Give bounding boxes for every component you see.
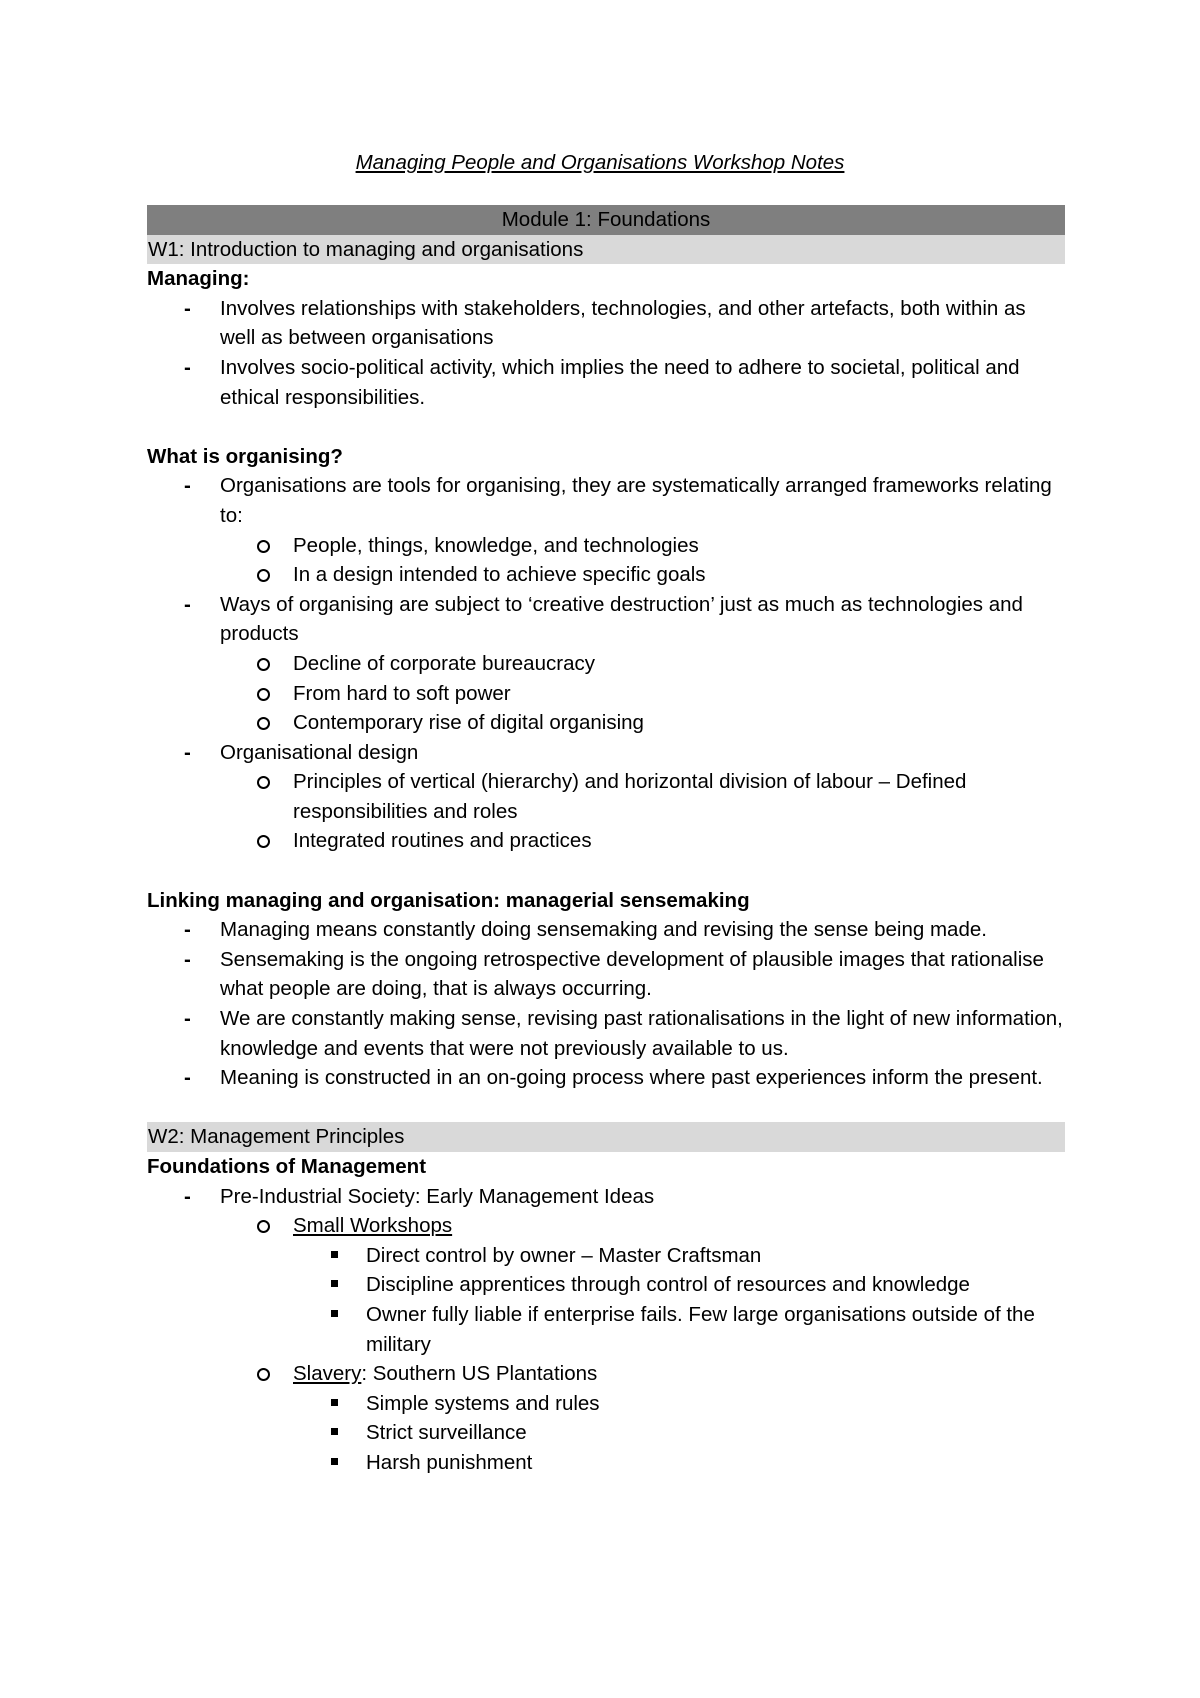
circle-bullet-icon bbox=[257, 717, 270, 730]
week1-header: W1: Introduction to managing and organisations bbox=[147, 235, 1065, 265]
list-item-text: Simple systems and rules bbox=[366, 1391, 600, 1415]
square-bullet-icon bbox=[331, 1399, 338, 1406]
sub-sub-list-item bbox=[147, 1418, 1065, 1448]
list-item bbox=[147, 1063, 1065, 1093]
list-item bbox=[147, 294, 1065, 353]
circle-bullet-icon bbox=[257, 776, 270, 789]
list-item-text: Ways of organising are subject to ‘creative destruction’ just as much as technologies and products bbox=[220, 592, 1023, 646]
list-item-text: People, things, knowledge, and technologies bbox=[293, 533, 699, 557]
sub-list-item bbox=[147, 560, 1065, 590]
list-item bbox=[147, 1182, 1065, 1212]
square-bullet-icon bbox=[331, 1251, 338, 1258]
dash-bullet: - bbox=[184, 592, 191, 616]
sub-list-item bbox=[147, 649, 1065, 679]
sub-sub-list-item bbox=[147, 1448, 1065, 1478]
managing-heading: Managing: bbox=[147, 267, 250, 291]
sensemaking-heading: Linking managing and organisation: managerial sensemaking bbox=[147, 888, 750, 912]
sub-list-item bbox=[147, 708, 1065, 738]
square-bullet-icon bbox=[331, 1428, 338, 1435]
list-item-text: Discipline apprentices through control of resources and knowledge bbox=[366, 1273, 970, 1297]
circle-bullet-icon bbox=[257, 540, 270, 553]
dash-bullet: - bbox=[184, 296, 191, 320]
list-item-text: Principles of vertical (hierarchy) and horizontal division of labour – Defined responsibilities and roles bbox=[293, 770, 967, 823]
dash-bullet: - bbox=[184, 1066, 191, 1090]
list-item-text: Integrated routines and practices bbox=[293, 829, 592, 853]
list-item bbox=[147, 471, 1065, 530]
list-item-text: Involves relationships with stakeholders, technologies, and other artefacts, both within as well as between organisations bbox=[220, 296, 1026, 350]
list-item-text: Direct control by owner – Master Craftsman bbox=[366, 1243, 762, 1267]
list-item-text: Harsh punishment bbox=[366, 1450, 533, 1474]
square-bullet-icon bbox=[331, 1458, 338, 1465]
list-item bbox=[147, 1004, 1065, 1063]
list-item-text: Meaning is constructed in an on-going process where past experiences inform the present. bbox=[220, 1066, 1043, 1090]
circle-bullet-icon bbox=[257, 569, 270, 582]
list-item-text: Decline of corporate bureaucracy bbox=[293, 651, 595, 675]
list-item-text: We are constantly making sense, revising past rationalisations in the light of new information, knowledge and events that were not previously available to us. bbox=[220, 1007, 1063, 1060]
list-item bbox=[147, 738, 1065, 768]
sub-sub-list-item bbox=[147, 1300, 1065, 1359]
spacer bbox=[147, 412, 1065, 442]
sub-list-item bbox=[147, 1359, 1065, 1389]
list-item bbox=[147, 945, 1065, 1004]
dash-bullet: - bbox=[184, 918, 191, 942]
circle-bullet-icon bbox=[257, 688, 270, 701]
list-item-text: Pre-Industrial Society: Early Management Ideas bbox=[220, 1184, 655, 1208]
circle-bullet-icon bbox=[257, 1368, 270, 1381]
circle-bullet-icon bbox=[257, 1220, 270, 1233]
slavery-description: : Southern US Plantations bbox=[361, 1362, 598, 1386]
sub-list-item bbox=[147, 679, 1065, 709]
dash-bullet: - bbox=[184, 355, 191, 379]
dash-bullet: - bbox=[184, 474, 191, 498]
dash-bullet: - bbox=[184, 947, 191, 971]
list-item-text: Organisational design bbox=[220, 740, 419, 764]
list-item-text: Involves socio-political activity, which implies the need to adhere to societal, political and ethical responsibilities. bbox=[220, 355, 1020, 409]
spacer bbox=[147, 1093, 1065, 1123]
small-workshops-label: Small Workshops bbox=[293, 1214, 453, 1238]
list-item bbox=[147, 590, 1065, 649]
foundations-heading: Foundations of Management bbox=[147, 1155, 427, 1178]
list-item-text: In a design intended to achieve specific goals bbox=[293, 563, 706, 587]
list-item-text: Sensemaking is the ongoing retrospective development of plausible images that rationalise what people are doing, that is always occurring. bbox=[220, 947, 1044, 1001]
square-bullet-icon bbox=[331, 1310, 338, 1317]
sub-list-item bbox=[147, 826, 1065, 856]
document-title: Managing People and Organisations Workshop Notes bbox=[355, 151, 845, 174]
list-item-text: Contemporary rise of digital organising bbox=[293, 711, 644, 735]
list-item bbox=[147, 915, 1065, 945]
sub-list-item bbox=[147, 1211, 1065, 1241]
circle-bullet-icon bbox=[257, 658, 270, 671]
list-item bbox=[147, 353, 1065, 412]
module-header: Module 1: Foundations bbox=[147, 205, 1065, 235]
dash-bullet: - bbox=[184, 740, 191, 764]
list-item-text: From hard to soft power bbox=[293, 681, 511, 705]
list-item-text: Organisations are tools for organising, they are systematically arranged frameworks relating to: bbox=[220, 474, 1052, 527]
sub-list-item bbox=[147, 531, 1065, 561]
spacer bbox=[147, 856, 1065, 886]
document-body bbox=[147, 205, 1065, 1478]
dash-bullet: - bbox=[184, 1184, 191, 1208]
sub-sub-list-item bbox=[147, 1241, 1065, 1271]
week2-header: W2: Management Principles bbox=[147, 1122, 1065, 1152]
sub-sub-list-item bbox=[147, 1270, 1065, 1300]
sub-list-item bbox=[147, 767, 1065, 826]
organising-heading: What is organising? bbox=[147, 444, 343, 468]
list-item-text: Strict surveillance bbox=[366, 1421, 527, 1445]
list-item-text: Managing means constantly doing sensemaking and revising the sense being made. bbox=[220, 918, 987, 942]
square-bullet-icon bbox=[331, 1280, 338, 1287]
dash-bullet: - bbox=[184, 1007, 191, 1031]
sub-sub-list-item bbox=[147, 1389, 1065, 1419]
list-item-text: Owner fully liable if enterprise fails. Few large organisations outside of the military bbox=[366, 1302, 1035, 1356]
circle-bullet-icon bbox=[257, 835, 270, 848]
slavery-label: Slavery bbox=[293, 1362, 362, 1386]
